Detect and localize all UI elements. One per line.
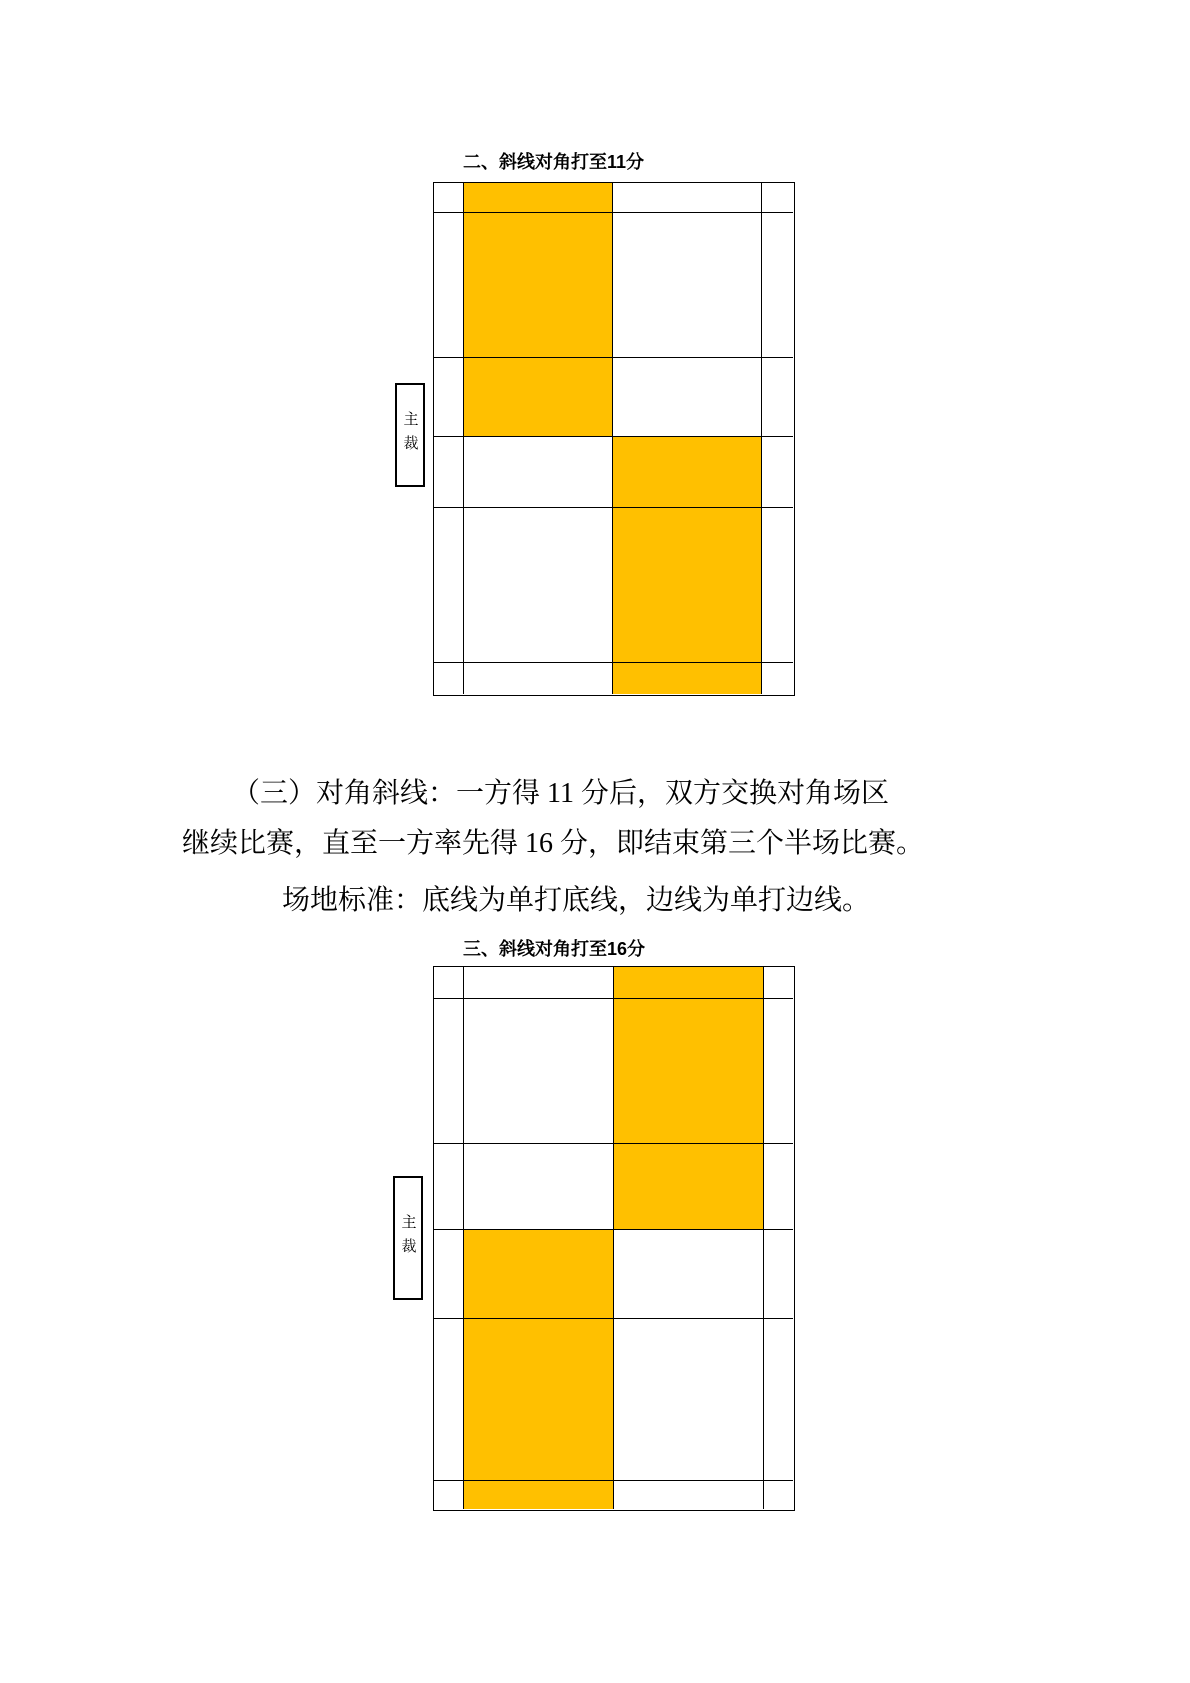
court-cell (434, 213, 464, 358)
court-cell-highlighted (614, 967, 764, 999)
court-cell (464, 508, 613, 663)
court-cell (434, 663, 464, 694)
court-cell (614, 1230, 764, 1319)
umpire-box-2 (393, 1176, 423, 1300)
badminton-court-diagram-1 (433, 182, 795, 696)
court-cell (434, 1144, 464, 1230)
diagram1-title: 二、斜线对角打至11分 (463, 152, 645, 172)
court-cell (764, 999, 793, 1144)
court-cell-highlighted (614, 999, 764, 1144)
umpire-box-1 (395, 383, 425, 487)
court-cell (764, 1230, 793, 1319)
court-cell-highlighted (614, 1144, 764, 1230)
court-cell (464, 663, 613, 694)
court-cell (614, 1481, 764, 1509)
umpire-label-1: 主裁 (401, 411, 419, 459)
court-cell (464, 437, 613, 508)
court-cell-highlighted (613, 663, 762, 694)
court-cell-highlighted (464, 183, 613, 213)
court-cell (614, 1319, 764, 1481)
court-cell (762, 183, 793, 213)
court-cell (764, 1481, 793, 1509)
court-cell (434, 358, 464, 437)
court-cell (762, 437, 793, 508)
court-cell (762, 508, 793, 663)
court-cell (762, 663, 793, 694)
court-cell (434, 967, 464, 999)
court-cell (434, 1319, 464, 1481)
paragraph-line-3: 场地标准：底线为单打底线，边线为单打边线。 (282, 885, 871, 916)
court-cell-highlighted (464, 1319, 614, 1481)
court-cell (762, 358, 793, 437)
court-cell-highlighted (464, 1230, 614, 1319)
court-cell (464, 1144, 614, 1230)
court-cell-highlighted (613, 437, 762, 508)
badminton-court-diagram-2 (433, 966, 795, 1511)
diagram2-title: 三、斜线对角打至16分 (463, 939, 646, 959)
court-cell-highlighted (464, 213, 613, 358)
court-cell (434, 1230, 464, 1319)
court-cell (764, 1144, 793, 1230)
court-cell (464, 967, 614, 999)
court-cell-highlighted (613, 508, 762, 663)
court-cell (613, 183, 762, 213)
court-cell-highlighted (464, 358, 613, 437)
court-cell (762, 213, 793, 358)
court-cell (764, 1319, 793, 1481)
court-cell (434, 508, 464, 663)
court-cell (764, 967, 793, 999)
court-cell (464, 999, 614, 1144)
paragraph-line-2: 继续比赛，直至一方率先得 16 分，即结束第三个半场比赛。 (182, 828, 925, 859)
court-cell-highlighted (464, 1481, 614, 1509)
court-cell (434, 999, 464, 1144)
court-cell (613, 213, 762, 358)
court-cell (434, 183, 464, 213)
umpire-label-2: 主裁 (399, 1214, 417, 1262)
court-cell (434, 437, 464, 508)
court-cell (434, 1481, 464, 1509)
paragraph-line-1: （三）对角斜线：一方得 11 分后，双方交换对角场区 (232, 778, 889, 809)
court-cell (613, 358, 762, 437)
